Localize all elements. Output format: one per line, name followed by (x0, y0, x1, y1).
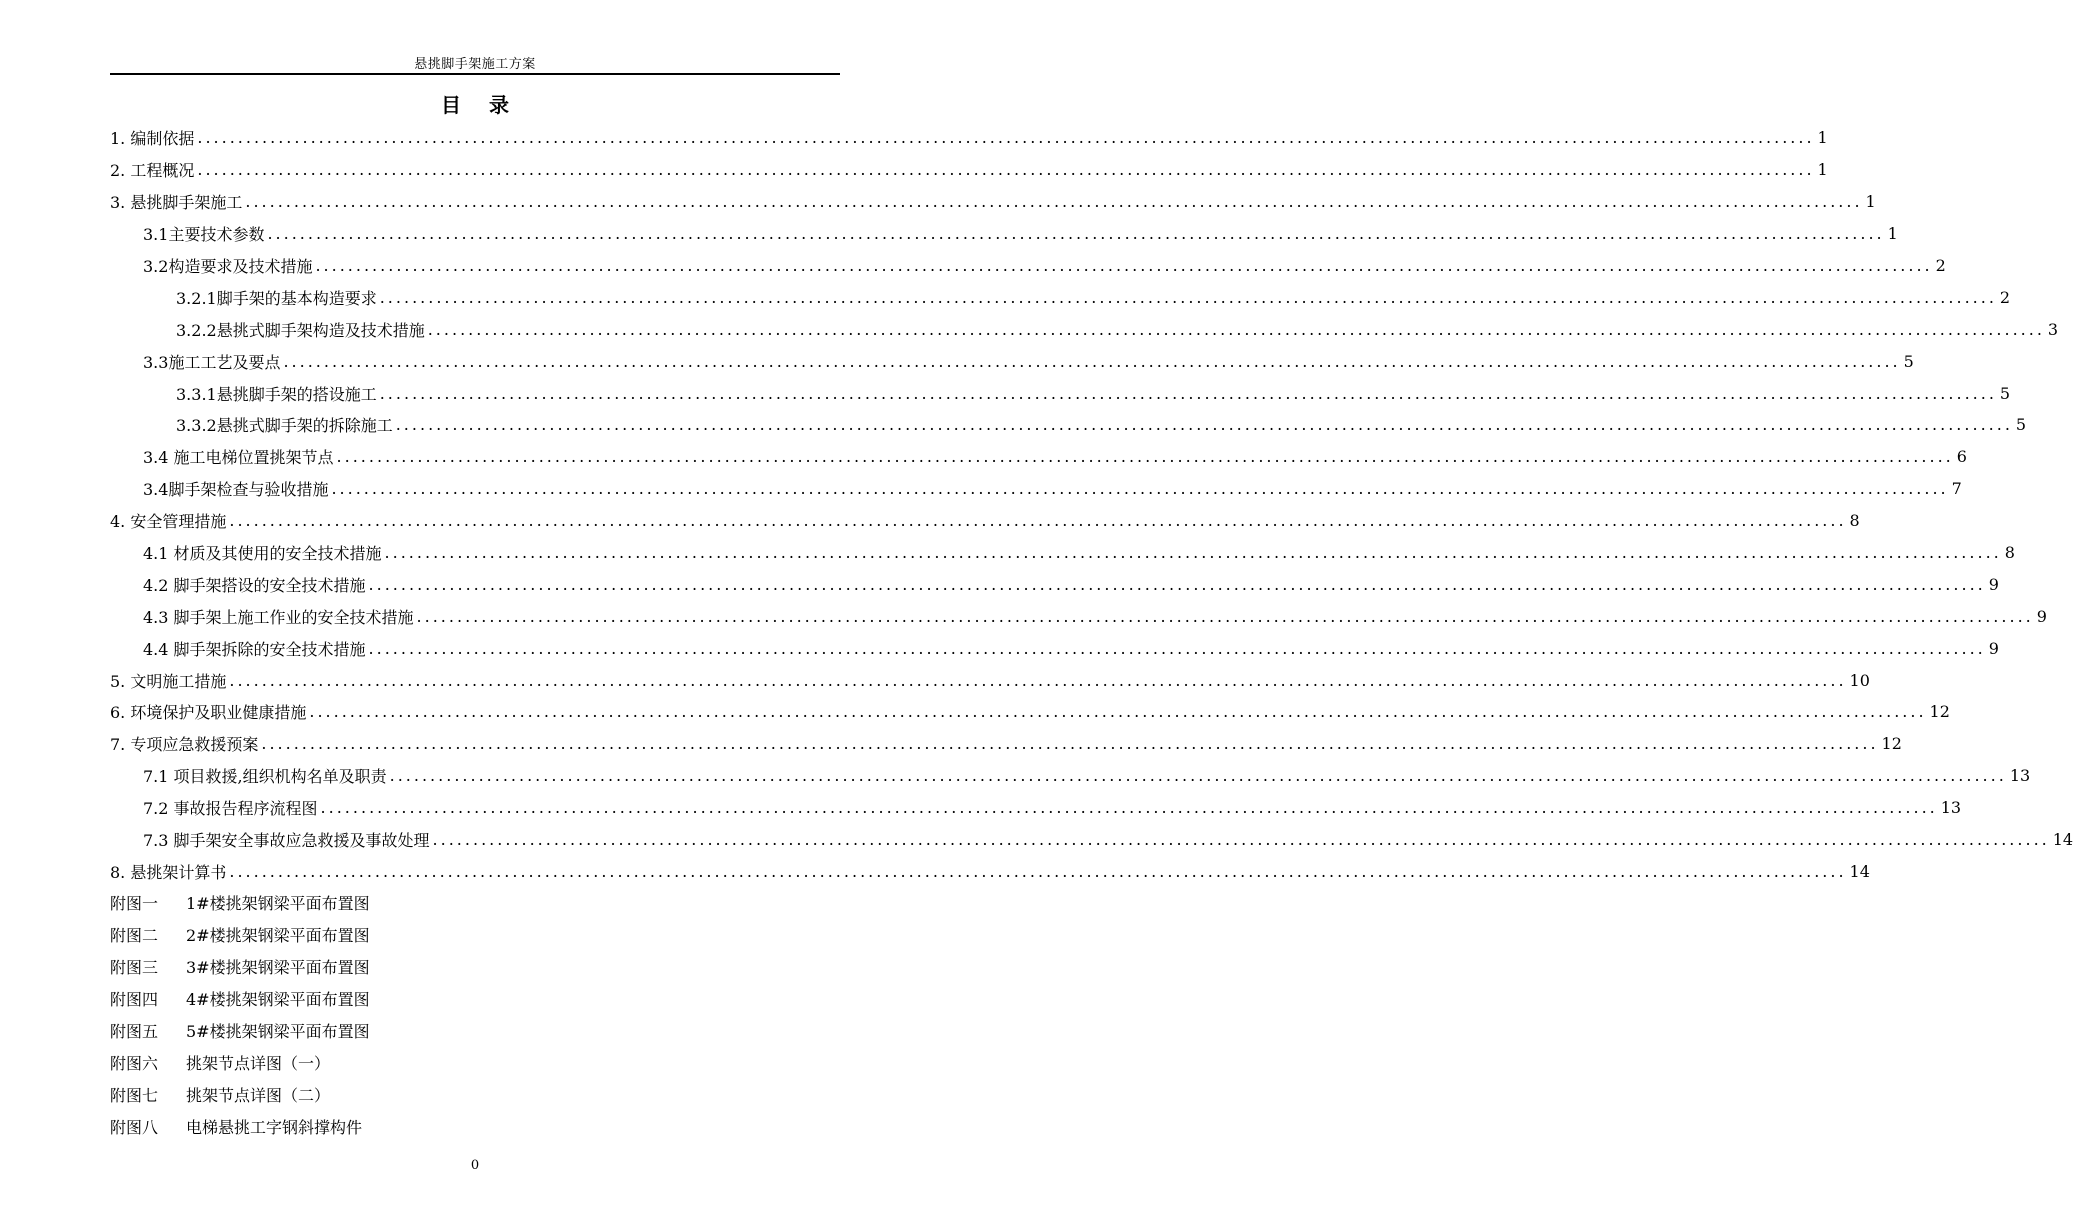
toc-entry-page: 2 (1935, 256, 1946, 275)
toc-entry[interactable] (110, 186, 1876, 218)
appendix-label: 附图三 (110, 958, 159, 978)
toc-entry-page: 9 (2036, 606, 2047, 626)
toc-entry-label: 7.3 脚手架安全事故应急救援及事故处理 (143, 831, 430, 851)
toc-leader-dots: ........................................................................................................................................................................................................ (395, 415, 2013, 435)
toc-leader-dots: ........................................................................................................................................................................................................ (309, 702, 1927, 722)
toc-entry[interactable] (110, 409, 2027, 441)
toc-entry-page: 7 (1951, 479, 1962, 499)
toc-entry-label: 1. 编制依据 (110, 129, 195, 149)
toc-leader-dots: ........................................................................................................................................................................................................ (229, 511, 1847, 531)
toc-entry-page: 13 (1940, 798, 1962, 818)
toc-entry-page: 2 (1999, 287, 2011, 307)
toc-title: 目录 (441, 93, 537, 117)
toc-leader-dots: ........................................................................................................................................................................................................ (267, 224, 1885, 244)
toc-entry-page: 8 (2004, 543, 2015, 563)
toc-entry[interactable] (110, 345, 1914, 377)
toc-entry-label: 3.2.2悬挑式脚手架构造及技术措施 (176, 320, 425, 340)
toc-entry[interactable] (110, 696, 1950, 728)
appendix-list (110, 887, 840, 1142)
toc-leader-dots: ........................................................................................................................................................................................................ (245, 192, 1863, 212)
running-header: 悬挑脚手架施工方案 (414, 57, 536, 72)
appendix-entry[interactable] (110, 1046, 840, 1078)
toc-entry[interactable] (110, 154, 1828, 186)
toc-entry[interactable] (110, 632, 1999, 664)
toc-entry-page: 13 (2009, 766, 2031, 786)
toc-entry-label: 2. 工程概况 (110, 161, 195, 181)
appendix-title: 1#楼挑架钢梁平面布置图 (186, 894, 370, 914)
toc-entry-page: 9 (1988, 574, 1999, 594)
toc-entry[interactable] (110, 505, 1860, 537)
toc-entry-page: 9 (1988, 638, 1999, 658)
toc-entry-label: 3.3施工工艺及要点 (143, 352, 281, 372)
toc-leader-dots: ........................................................................................................................................................................................................ (379, 287, 1997, 307)
toc-leader-dots: ........................................................................................................................................................................................................ (384, 543, 2002, 563)
toc-entry[interactable] (110, 218, 1898, 250)
toc-leader-dots: ........................................................................................................................................................................................................ (315, 256, 1933, 275)
toc-leader-dots: ........................................................................................................................................................................................................ (283, 351, 1901, 371)
toc-entry[interactable] (110, 760, 2031, 792)
toc-entry-label: 6. 环境保护及职业健康措施 (110, 703, 307, 723)
appendix-entry[interactable] (110, 951, 840, 983)
appendix-entry[interactable] (110, 983, 840, 1015)
toc-entry-page: 3 (2047, 319, 2059, 339)
toc-entry-label: 4.2 脚手架搭设的安全技术措施 (143, 575, 366, 595)
toc-entry[interactable] (110, 568, 1999, 600)
page-number: 0 (470, 1158, 480, 1173)
toc-leader-dots: ........................................................................................................................................................................................................ (320, 798, 1938, 818)
appendix-label: 附图七 (110, 1085, 159, 1105)
toc-entry[interactable] (110, 537, 2015, 569)
toc-entry-label: 3.3.1悬挑脚手架的搭设施工 (176, 384, 377, 404)
toc-entry-label: 3.4脚手架检查与验收措施 (143, 480, 329, 500)
toc-entry-page: 6 (1956, 447, 1967, 467)
toc-entry-page: 5 (2015, 415, 2027, 435)
toc-entry-label: 3.3.2悬挑式脚手架的拆除施工 (176, 416, 393, 436)
toc-leader-dots: ........................................................................................................................................................................................................ (379, 383, 1997, 403)
table-of-contents (110, 122, 2073, 887)
toc-entry-page: 8 (1849, 511, 1860, 531)
toc-entry[interactable] (110, 250, 1946, 282)
appendix-title: 5#楼挑架钢梁平面布置图 (186, 1022, 370, 1041)
toc-entry[interactable] (110, 441, 1967, 473)
toc-leader-dots: ........................................................................................................................................................................................................ (416, 606, 2034, 626)
toc-leader-dots: ........................................................................................................................................................................................................ (368, 638, 1986, 658)
appendix-label: 附图五 (110, 1022, 159, 1041)
toc-entry-page: 1 (1887, 224, 1898, 244)
appendix-title: 电梯悬挑工字钢斜撑构件 (186, 1117, 363, 1137)
toc-entry[interactable] (110, 377, 2011, 409)
toc-entry-page: 12 (1929, 702, 1950, 722)
appendix-entry[interactable] (110, 919, 840, 951)
toc-entry-label: 7.1 项目救援,组织机构名单及职责 (143, 767, 387, 787)
toc-leader-dots: ........................................................................................................................................................................................................ (427, 319, 2045, 339)
appendix-label: 附图四 (110, 990, 159, 1010)
toc-entry[interactable] (110, 600, 2047, 632)
toc-entry[interactable] (110, 313, 2059, 345)
toc-entry-label: 3. 悬挑脚手架施工 (110, 193, 243, 213)
toc-leader-dots: ........................................................................................................................................................................................................ (432, 830, 2050, 850)
toc-entry-label: 5. 文明施工措施 (110, 671, 227, 691)
toc-entry[interactable] (110, 792, 1962, 824)
appendix-entry[interactable] (110, 1078, 840, 1110)
toc-entry[interactable] (110, 122, 1828, 154)
toc-entry-page: 5 (1999, 383, 2011, 403)
appendix-entry[interactable] (110, 1015, 840, 1047)
appendix-title: 挑架节点详图（二） (186, 1085, 331, 1105)
toc-entry-label: 3.1主要技术参数 (143, 225, 265, 245)
toc-entry-page: 10 (1849, 670, 1870, 690)
appendix-label: 附图二 (110, 926, 159, 946)
toc-entry[interactable] (110, 281, 2011, 313)
toc-entry-label: 3.2构造要求及技术措施 (143, 257, 313, 276)
appendix-entry[interactable] (110, 887, 840, 919)
toc-entry-label: 3.4 施工电梯位置挑架节点 (143, 448, 334, 468)
appendix-title: 3#楼挑架钢梁平面布置图 (186, 958, 370, 978)
toc-leader-dots: ........................................................................................................................................................................................................ (197, 160, 1815, 180)
toc-entry-page: 1 (1817, 128, 1828, 148)
toc-entry-label: 8. 悬挑架计算书 (110, 862, 227, 882)
appendix-title: 4#楼挑架钢梁平面布置图 (186, 990, 370, 1010)
toc-entry-page: 1 (1817, 160, 1828, 180)
toc-leader-dots: ........................................................................................................................................................................................................ (389, 766, 2007, 786)
toc-entry-label: 7.2 事故报告程序流程图 (143, 799, 318, 819)
appendix-entry[interactable] (110, 1110, 840, 1142)
toc-entry-label: 4.4 脚手架拆除的安全技术措施 (143, 639, 366, 659)
toc-leader-dots: ........................................................................................................................................................................................................ (336, 447, 1954, 467)
toc-entry[interactable] (110, 473, 1962, 505)
toc-entry-page: 5 (1903, 351, 1914, 371)
toc-leader-dots: ........................................................................................................................................................................................................ (229, 670, 1847, 690)
toc-leader-dots: ........................................................................................................................................................................................................ (261, 734, 1879, 754)
toc-leader-dots: ........................................................................................................................................................................................................ (197, 128, 1815, 148)
toc-entry[interactable] (110, 664, 1870, 696)
toc-entry-page: 14 (1849, 861, 1870, 881)
toc-entry-label: 4. 安全管理措施 (110, 512, 227, 532)
toc-leader-dots: ........................................................................................................................................................................................................ (331, 479, 1949, 499)
appendix-title: 2#楼挑架钢梁平面布置图 (186, 926, 370, 946)
toc-leader-dots: ........................................................................................................................................................................................................ (368, 574, 1986, 594)
toc-entry-label: 7. 专项应急救援预案 (110, 735, 259, 755)
toc-entry[interactable] (110, 855, 1870, 887)
appendix-label: 附图六 (110, 1053, 159, 1073)
appendix-label: 附图一 (110, 894, 159, 914)
toc-entry-page: 1 (1865, 192, 1876, 212)
header-rule (110, 73, 840, 75)
toc-entry[interactable] (110, 728, 1902, 760)
toc-entry-label: 4.3 脚手架上施工作业的安全技术措施 (143, 607, 414, 627)
toc-entry-page: 12 (1881, 734, 1902, 754)
appendix-label: 附图八 (110, 1117, 159, 1137)
toc-entry-label: 4.1 材质及其使用的安全技术措施 (143, 544, 382, 564)
appendix-title: 挑架节点详图（一） (186, 1053, 331, 1073)
toc-entry-page: 14 (2052, 830, 2073, 850)
toc-entry-label: 3.2.1脚手架的基本构造要求 (176, 288, 377, 308)
toc-leader-dots: ........................................................................................................................................................................................................ (229, 861, 1847, 881)
toc-entry[interactable] (110, 824, 2073, 856)
